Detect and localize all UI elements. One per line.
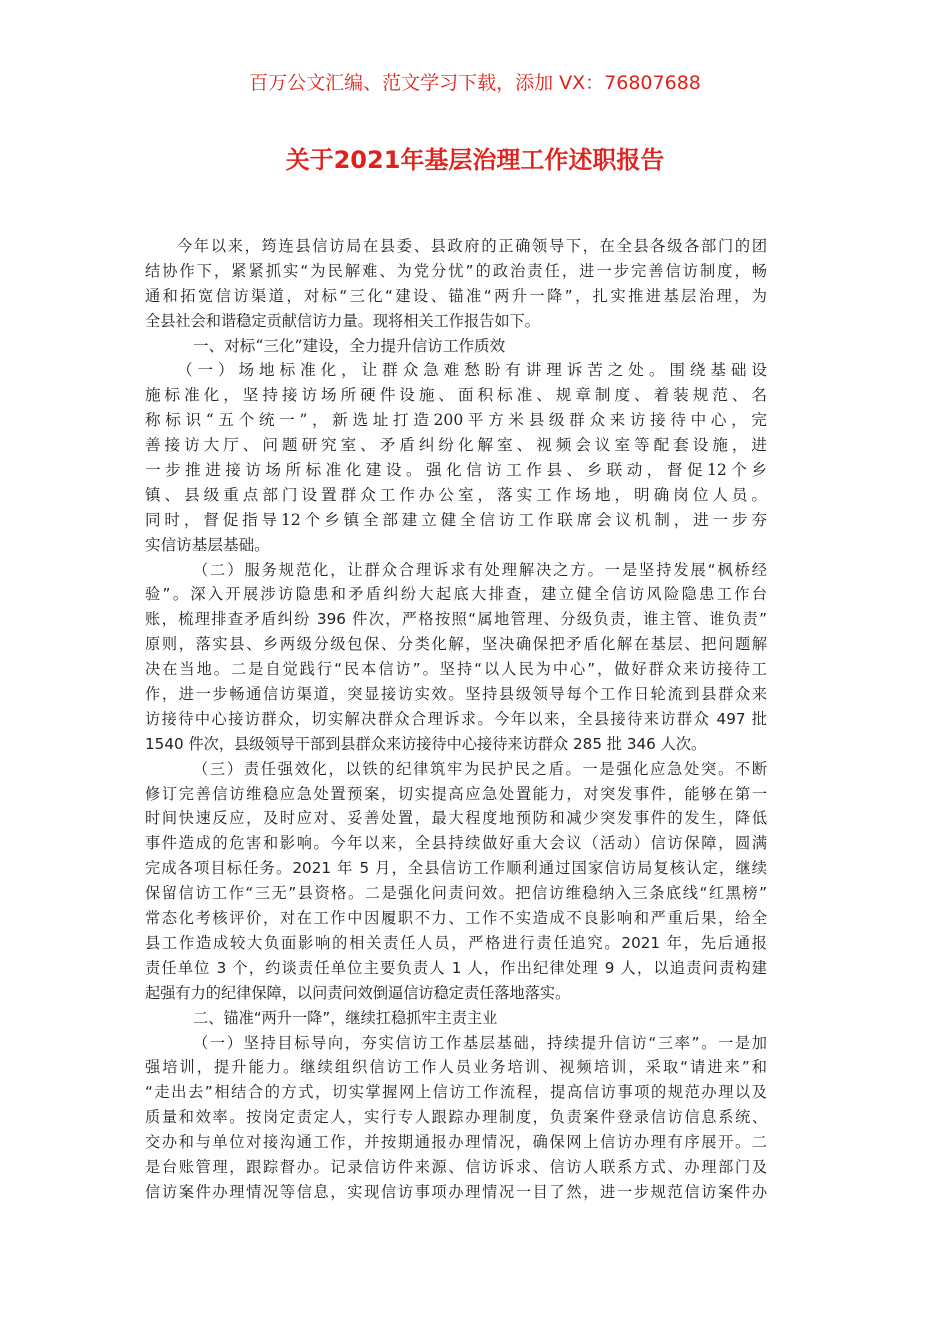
paragraph-line: 施标准化，坚持接访场所硬件设施、面积标准、规章制度、着装规范、名 [145, 386, 767, 405]
document-body [145, 234, 767, 1205]
paragraph-line: 常态化考核评价，对在工作中因履职不力、工作不实造成不良影响和严重后果，给全 [145, 909, 767, 928]
paragraph [145, 1031, 767, 1205]
paragraph-line: 一、对标“三化”建设，全力提升信访工作质效 [193, 336, 506, 355]
paragraph-line: 称标识“五个统一”，新选址打造200平方米县级群众来访接待中心，完 [145, 411, 767, 430]
paragraph-line: 信访案件办理情况等信息，实现信访事项办理情况一目了然，进一步规范信访案件办 [145, 1182, 767, 1201]
paragraph-line: 全县社会和谐稳定贡献信访力量。现将相关工作报告如下。 [145, 311, 540, 330]
paragraph-line: 原则，落实县、乡两级分级包保、分类化解，坚决确保把矛盾化解在基层、把问题解 [145, 635, 767, 654]
paragraph-line: 账，梳理排查矛盾纠纷 396 件次，严格按照“属地管理、分级负责，谁主管、谁负责” [145, 610, 767, 629]
paragraph-line: （二）服务规范化，让群众合理诉求有处理解决之方。一是坚持发展“枫桥经 [193, 560, 767, 579]
paragraph-line: 完成各项目标任务。2021 年 5 月，全县信访工作顺利通过国家信访局复核认定，继续 [145, 859, 767, 878]
paragraph-line: 起强有力的纪律保障，以问责问效倒逼信访稳定责任落地落实。 [145, 983, 571, 1002]
paragraph-line: 质量和效率。按岗定责定人，实行专人跟踪办理制度，负责案件登录信访信息系统、 [145, 1108, 767, 1127]
paragraph-line: 镇、县级重点部门设置群众工作办公室，落实工作场地，明确岗位人员。 [145, 485, 767, 504]
header-banner: 百万公文汇编、范文学习下载，添加 VX：76807688 [249, 72, 701, 94]
paragraph-line: （一）坚持目标导向，夯实信访工作基层基础，持续提升信访“三率”。一是加 [193, 1033, 767, 1052]
paragraph-line: 是台账管理，跟踪督办。记录信访件来源、信访诉求、信访人联系方式、办理部门及 [145, 1157, 767, 1176]
paragraph-line: 一步推进接访场所标准化建设。强化信访工作县、乡联动，督促12个乡 [145, 461, 767, 480]
paragraph-line: （一）场地标准化，让群众急难愁盼有讲理诉苦之处。围绕基础设 [177, 361, 767, 380]
paragraph-line: 实信访基层基础。 [145, 535, 270, 554]
paragraph-line: 决在当地。二是自觉践行“民本信访”。坚持“以人民为中心”，做好群众来访接待工 [145, 660, 767, 679]
paragraph-line: 修订完善信访维稳应急处置预案，切实提高应急处置能力，对突发事件，能够在第一 [145, 784, 767, 803]
paragraph-line: 善接访大厅、问题研究室、矛盾纠纷化解室、视频会议室等配套设施，进 [145, 436, 767, 455]
paragraph-line: 1540 件次，县级领导干部到县群众来访接待中心接待来访群众 285 批 346 人次。 [145, 734, 707, 753]
paragraph [145, 558, 767, 757]
paragraph [145, 1006, 767, 1031]
paragraph-line: “走出去”相结合的方式，切实掌握网上信访工作流程，提高信访事项的规范办理以及 [145, 1083, 767, 1102]
paragraph-line: 验”。深入开展涉访隐患和矛盾纠纷大起底大排查，建立健全信访风险隐患工作台 [145, 585, 767, 604]
document-title: 关于2021年基层治理工作述职报告 [285, 146, 665, 174]
paragraph-line: 访接待中心接访群众，切实解决群众合理诉求。今年以来，全县接待来访群众 497 批 [145, 709, 767, 728]
paragraph [145, 757, 767, 1006]
paragraph-line: 同时，督促指导12个乡镇全部建立健全信访工作联席会议机制，进一步夯 [145, 510, 767, 529]
paragraph-line: 保留信访工作“三无”县资格。二是强化问责问效。把信访维稳纳入三条底线“红黑榜” [145, 884, 767, 903]
paragraph-line: 二、锚准“两升一降”，继续扛稳抓牢主责主业 [193, 1008, 498, 1027]
paragraph-line: 作，进一步畅通信访渠道，突显接访实效。坚持县级领导每个工作日轮流到县群众来 [145, 685, 767, 704]
paragraph-line: 事件造成的危害和影响。今年以来，全县持续做好重大会议（活动）信访保障，圆满 [145, 834, 767, 853]
paragraph-line: 县工作造成较大负面影响的相关责任人员，严格进行责任追究。2021 年，先后通报 [145, 933, 767, 952]
paragraph-line: 强培训，提升能力。继续组织信访工作人员业务培训、视频培训，采取“请进来”和 [145, 1058, 767, 1077]
paragraph-line: 责任单位 3 个，约谈责任单位主要负责人 1 人，作出纪律处理 9 人，以追责问责构建 [145, 958, 767, 977]
paragraph-line: 结协作下，紧紧抓实“为民解难、为党分忧”的政治责任，进一步完善信访制度，畅 [145, 261, 767, 280]
paragraph-line: 通和拓宽信访渠道，对标“三化“建设、锚准“两升一降”，扎实推进基层治理，为 [145, 286, 767, 305]
paragraph [145, 358, 767, 557]
paragraph-line: （三）责任强效化，以铁的纪律筑牢为民护民之盾。一是强化应急处突。不断 [193, 759, 767, 778]
paragraph-line: 今年以来，筠连县信访局在县委、县政府的正确领导下，在全县各级各部门的团 [177, 237, 767, 255]
paragraph-line: 交办和与单位对接沟通工作，并按期通报办理情况，确保网上信访办理有序展开。二 [145, 1133, 767, 1152]
paragraph [145, 334, 767, 359]
paragraph [145, 234, 767, 334]
paragraph-line: 时间快速反应，及时应对、妥善处置，最大程度地预防和减少突发事件的发生，降低 [145, 809, 767, 828]
